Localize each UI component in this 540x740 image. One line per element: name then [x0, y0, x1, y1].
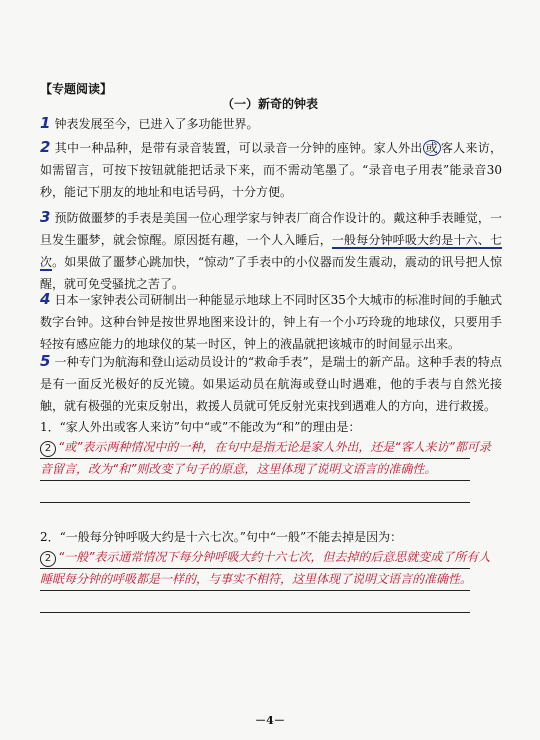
answer-line	[40, 612, 470, 613]
paragraph-text: 一种专门为航海和登山运动员设计的“救命手表”，是瑞士的新产品。这种手表的特点是有一面反光极好的反光镜。如果运动员在航海或登山时遇难，他的手表与自然光接触，就有极强的光束反射出，救援人员就可凭反射光束找到遇难人的方向，进行救援。	[40, 355, 502, 413]
score-mark: 2	[40, 551, 56, 567]
score-mark: 2	[40, 441, 56, 457]
answer-line	[40, 502, 470, 503]
answer-line	[40, 568, 470, 569]
paragraph-number: 1	[40, 114, 51, 132]
paragraph-number: 5	[40, 352, 51, 370]
page-number: －4－	[255, 714, 285, 727]
circled-word: 或	[423, 140, 441, 156]
answer-line	[40, 590, 470, 591]
section-label: 【专题阅读】	[40, 82, 113, 96]
answer-line	[40, 458, 470, 459]
paragraph-text: 日本一家钟表公司研制出一种能显示地球上不同时区35个大城市的标准时间的手触式数字台钟。这种台钟是按世界地图来设计的，钟上有一个小巧玲珑的地球仪，只要用手轻按有感应能力的地球仪的某一时区，钟上的液晶就把该城市的时间显示出来。	[40, 293, 502, 351]
article-title: （一）新奇的钟表	[221, 97, 318, 111]
handwritten-answer: “或”表示两种情况中的一种，在句中是指无论是家人外出，还是“客人来访”都可录音留言，改为“和”则改变了句子的原意，这里体现了说明文语言的准确性。	[40, 440, 491, 476]
answer-line	[40, 480, 470, 481]
paragraph-text-cont: 客人来访，如需留言，可按下按钮就能把话录下来，而不需动笔墨了。“录音电子用表”能录音30秒，能记下朋友的地址和电话号码，十分方便。	[40, 141, 502, 199]
paragraph-text: 钟表发展至今，已进入了多功能世界。	[54, 117, 259, 131]
question-2-prompt: 2．“一般每分钟呼吸大约是十六七次。”句中“一般”不能去掉是因为：	[40, 530, 403, 544]
paragraph-text: 预防做噩梦的手表是美国一位心理学家与钟表厂商合作设计的。戴这种手表睡觉，一旦发生噩梦，就会惊醒。原因挺有趣，一个人入睡后，	[40, 211, 502, 247]
paragraph-number: 4	[40, 290, 51, 308]
paragraph-text: 其中一种品种，是带有录音装置，可以录音一分钟的座钟。家人外出	[54, 141, 423, 155]
paragraph-number: 3	[40, 208, 51, 226]
paragraph-number: 2	[40, 138, 51, 156]
paragraph-1	[40, 112, 502, 135]
paragraph-2	[40, 136, 502, 203]
question-1-prompt: 1．“家人外出或客人来访”句中“或”不能改为“和”的理由是：	[40, 420, 361, 434]
paragraph-3	[40, 206, 502, 295]
paragraph-text-cont: 。如果做了噩梦心跳加快，“惊动”了手表中的小仪器而发生震动，震动的讯号把人惊醒，就可免受骚扰之苦了。	[40, 255, 502, 291]
paragraph-5	[40, 350, 502, 417]
paragraph-4	[40, 288, 502, 355]
handwritten-answer: “一般”表示通常情况下每分钟呼吸大约十六七次，但去掉的后意思就变成了所有人睡眠每分钟的呼吸都是一样的，与事实不相符，这里体现了说明文语言的准确性。	[40, 550, 491, 586]
underlined-phrase: 一般每分钟呼吸大约是十六、七次	[40, 233, 502, 269]
